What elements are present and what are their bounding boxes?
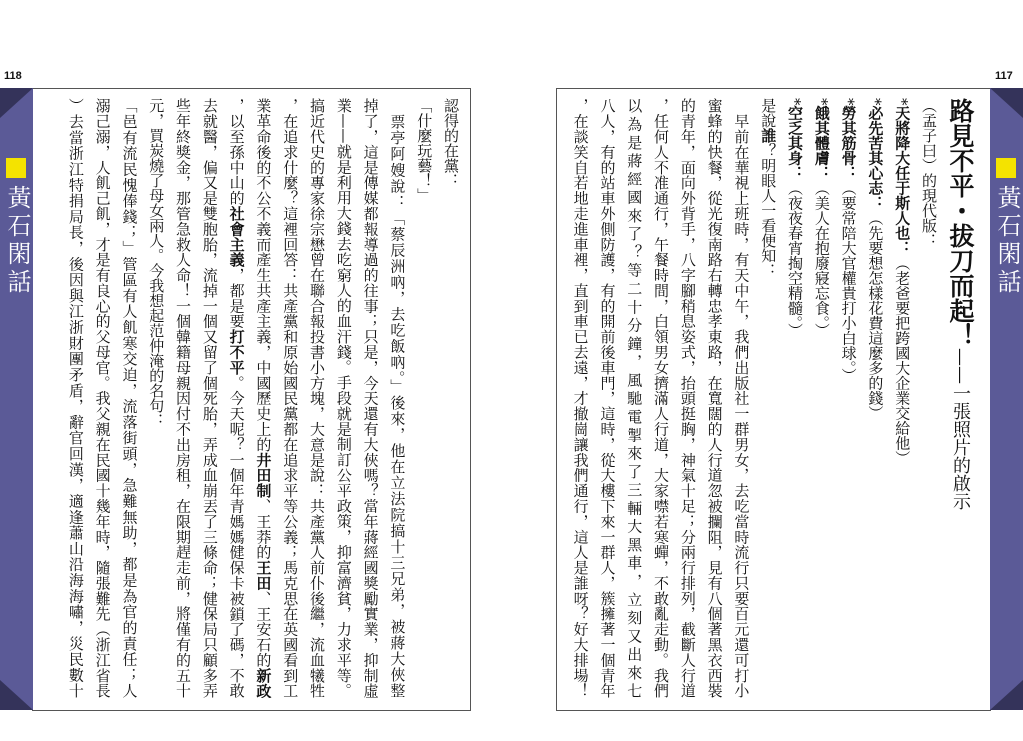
text-column: [862, 98, 889, 698]
text-run: ，任何人不准通行，午餐時間，白領男女擠滿人行道，大家噤若寒蟬，不敢亂走動。我們: [652, 98, 671, 698]
bold-text: 新政: [254, 667, 273, 698]
title-main: 路見不平・拔刀而起！: [946, 98, 975, 348]
text-column: [410, 98, 437, 698]
text-column: [116, 98, 143, 698]
text-column: [567, 98, 594, 698]
text-column: [437, 98, 464, 698]
text-run: 早前在華視上班時，有天中午，我們出版社一群男女，去吃當時流行只要百元還可打小: [732, 98, 751, 698]
body-text: [566, 98, 978, 698]
text-run: *: [812, 98, 831, 106]
text-run: （夜夜春宵掏空精髓。）: [786, 180, 805, 338]
text-run: 元，買炭燒了母女兩人。今我想起范仲淹的名句：: [147, 98, 166, 428]
text-run: ，都是要: [227, 267, 246, 329]
text-run: （要常陪大官權貴打小白球。）: [839, 180, 858, 383]
text-run: *: [839, 98, 858, 106]
text-column: [674, 98, 701, 698]
text-run: 是說: [759, 98, 778, 128]
text-column: [915, 98, 942, 698]
text-column: [781, 98, 808, 698]
bold-text: 勞其筋骨：: [839, 105, 858, 181]
tab-corner-top: [990, 88, 1023, 118]
bold-text: 餓其體膚：: [812, 105, 831, 181]
text-run: 業——就是利用大錢去吃窮人的血汗錢。手段就是制訂公平政策，抑富濟貧，力求平等。: [334, 98, 353, 698]
text-run: 以為是蔣經國來了？等二十分鐘，風馳電掣來了三輛大黑車，立刻又出來七: [625, 98, 644, 698]
text-run: 些年終獎金，那管急救人命！一個韓籍母親因付不出房租，在限期趕走前，將僅有的五十: [174, 98, 193, 698]
bold-text: 空乏其身：: [786, 105, 805, 181]
text-column: [330, 98, 357, 698]
text-column: [701, 98, 728, 698]
text-column: [384, 98, 411, 698]
tab-corner-top: [0, 88, 33, 118]
tab-label: 黃石閑話: [3, 185, 31, 297]
text-run: 溺己溺，人飢己飢，才是有良心的父母官。我父親在民國十幾年時，隨張難先（浙江省長: [93, 98, 112, 698]
text-run: 認得的在黨：: [442, 98, 460, 188]
text-run: 「什麼玩藝！」: [415, 98, 434, 203]
text-run: *: [866, 98, 885, 106]
text-column: [89, 98, 116, 698]
text-run: *: [893, 98, 912, 106]
body-text: [62, 98, 464, 698]
page-number: 117: [995, 70, 1013, 82]
text-run: 。今天呢？一個年青媽媽健保卡被鎖了碼，不敢: [227, 375, 246, 698]
text-run: 蜜蜂的快餐，從光復南路右轉忠孝東路，在寬闊的人行道忽被攔阻，見有八個著黑衣西裝: [705, 98, 724, 698]
text-run: *: [786, 98, 805, 106]
text-column: [62, 98, 89, 698]
text-run: 、王莽的: [254, 498, 273, 560]
text-column: [169, 98, 196, 698]
text-run: 票亭阿嫂說：「蔡辰洲吶，去吃飯吶。」後來，他在立法院搞十三兄弟，被蔣大俠整: [388, 98, 407, 698]
text-run: ，在談笑自若地走進車裡，直到車已去遠，才撤崗讓我們通行，這人是誰呀？好大排場！: [571, 98, 590, 698]
text-run: （美人在抱廢寢忘食。）: [812, 180, 831, 338]
section-tab: [0, 88, 33, 710]
text-column: [835, 98, 862, 698]
text-column: [808, 98, 835, 698]
text-column: [620, 98, 647, 698]
text-column: [754, 98, 781, 698]
page-number: 118: [4, 70, 22, 82]
text-column: [276, 98, 303, 698]
text-column: [888, 98, 915, 698]
text-column: [250, 98, 277, 698]
tab-marker-square: [996, 158, 1016, 178]
bold-text: 王田: [254, 559, 273, 591]
text-run: ，以至孫中山的: [227, 98, 246, 206]
tab-corner-bottom: [0, 680, 33, 710]
text-run: 去就醫，偏又是雙胞胎，流掉一個又留了個死胎，弄成血崩丟了三條命；健保局只顧多弄: [200, 98, 219, 698]
bold-text: 必先苦其心志：: [866, 105, 885, 211]
text-column: [357, 98, 384, 698]
bold-text: 井田制: [254, 452, 273, 499]
bold-text: 打不平: [227, 328, 246, 376]
text-run: （先要想怎樣花費這麼多的錢）: [866, 210, 885, 421]
tab-label: 黃石閑話: [993, 185, 1021, 297]
title-subtitle: ——一張照片的啟示: [950, 348, 971, 510]
text-column: [142, 98, 169, 698]
tab-marker-square: [6, 158, 26, 178]
text-run: 搞近代史的專家徐宗懋曾在聯合報投書小方塊，大意是說：共產黨人前仆後繼，流血犧牲: [308, 98, 327, 698]
text-run: 八人，有的站車外側防護，有的開前後車門，這時，從大樓下來一群人，簇擁著一個青年: [598, 98, 617, 698]
text-run: ？明眼人一看便知：: [759, 143, 778, 278]
text-column: [728, 98, 755, 698]
bold-text: 天將降大任于斯人也：: [893, 105, 912, 256]
text-run: （孟子曰）的現代版：: [920, 98, 938, 248]
bold-text: 誰: [759, 128, 778, 143]
text-column: [196, 98, 223, 698]
text-run: 掉了，這是傳媒都報導過的往事；只是，今天還有大俠嗎？當年蔣經國獎勵實業，抑制虛: [361, 98, 380, 698]
article-title: [942, 98, 978, 698]
text-run: 、王安石的: [254, 590, 273, 668]
text-run: ，在追求什麼？這裡回答：共產黨和原始國民黨都在追求平等公義；馬克思在英國看到工: [281, 98, 300, 698]
text-run: 「邑有流民愧俸錢；」管區有人飢寒交迫，流落街頭，急難無助，都是為官的責任；人: [120, 98, 139, 698]
text-run: 的青年，面向外背手，八字腳稍息姿式，抬頭挺胸，神氣十足；分兩行排列，截斷人行道: [678, 98, 697, 698]
text-column: [223, 98, 250, 698]
bold-text: 社會主義: [227, 205, 246, 268]
text-column: [647, 98, 674, 698]
text-run: 業革命後的不公不義而產生共產主義，中國歷史上的: [254, 98, 273, 453]
tab-corner-bottom: [990, 680, 1023, 710]
text-column: [594, 98, 621, 698]
text-run: （老爸要把跨國大企業交給他）: [893, 255, 912, 466]
section-tab: [990, 88, 1023, 710]
text-column: [303, 98, 330, 698]
text-run: ）去當浙江特捐局長，後因與江浙財團矛盾，辭官回漢，適逢蕭山沿海海嘯，災民數十: [66, 98, 85, 698]
